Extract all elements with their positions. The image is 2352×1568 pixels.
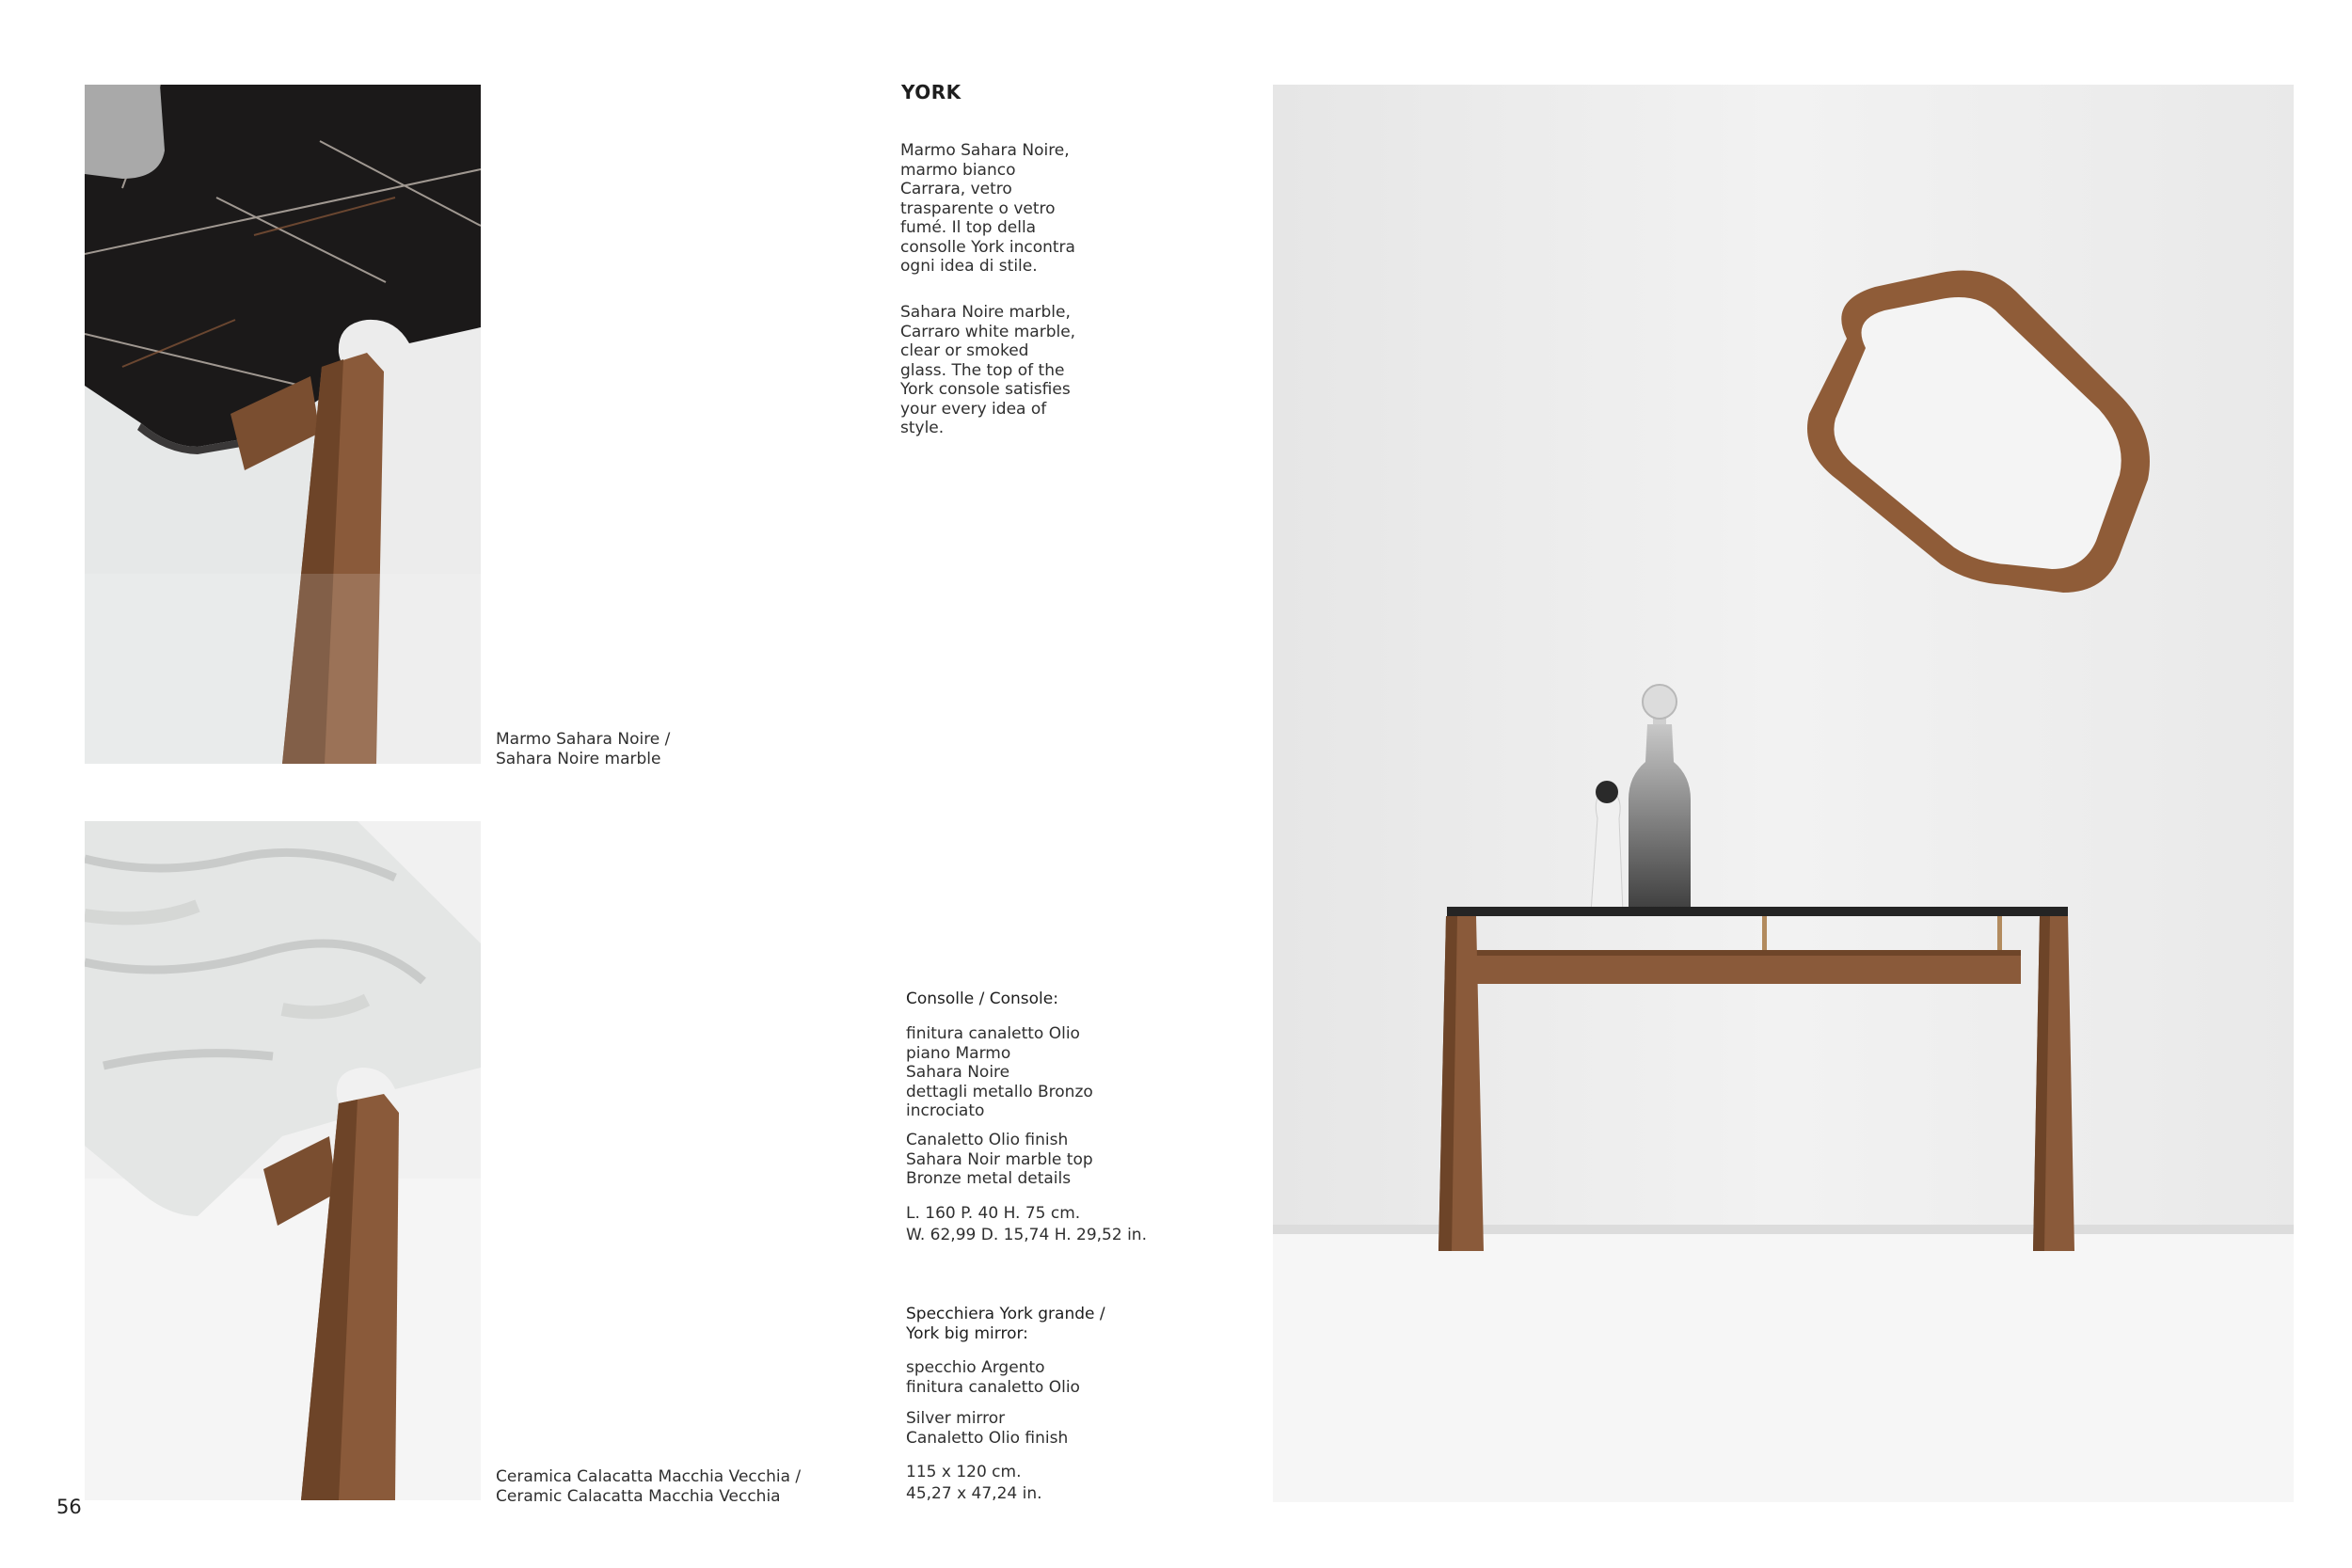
photo-calacatta-detail: [85, 821, 481, 1500]
photo-caption-calacatta: Ceramica Calacatta Macchia Vecchia / Ceramic Calacatta Macchia Vecchia: [496, 1467, 802, 1506]
console-dimensions-cm: L. 160 P. 40 H. 75 cm.: [906, 1204, 1081, 1223]
mirror-dimensions-cm: 115 x 120 cm.: [906, 1463, 1022, 1481]
console-dimensions-in: W. 62,99 D. 15,74 H. 29,52 in.: [906, 1226, 1147, 1244]
console-heading: Consolle / Console:: [906, 990, 1058, 1008]
mirror-finish-en: Silver mirror Canaletto Olio finish: [906, 1409, 1069, 1448]
product-description-en: Sahara Noire marble, Carraro white marble, clear or smoked glass. The top of the York console satisfies your every idea of style.: [900, 303, 1076, 437]
console-finish-it: finitura canaletto Olio piano Marmo Sahara Noire dettagli metallo Bronzo incrociato: [906, 1024, 1093, 1120]
photo-caption-sahara-noire: Marmo Sahara Noire / Sahara Noire marble: [496, 730, 671, 768]
product-title: YORK: [901, 81, 961, 103]
mirror-dimensions-in: 45,27 x 47,24 in.: [906, 1484, 1042, 1503]
console-finish-en: Canaletto Olio finish Sahara Noir marble top Bronze metal details: [906, 1131, 1093, 1188]
product-description-it: Marmo Sahara Noire, marmo bianco Carrara, vetro trasparente o vetro fumé. Il top della consolle York incontra ogni idea di stile.: [900, 141, 1075, 276]
mirror-heading: Specchiera York grande / York big mirror:: [906, 1305, 1105, 1343]
mirror-finish-it: specchio Argento finitura canaletto Olio: [906, 1358, 1080, 1397]
photo-sahara-noire-detail: [85, 85, 481, 764]
page-number: 56: [56, 1496, 82, 1518]
photo-york-console-room: [1273, 85, 2294, 1502]
